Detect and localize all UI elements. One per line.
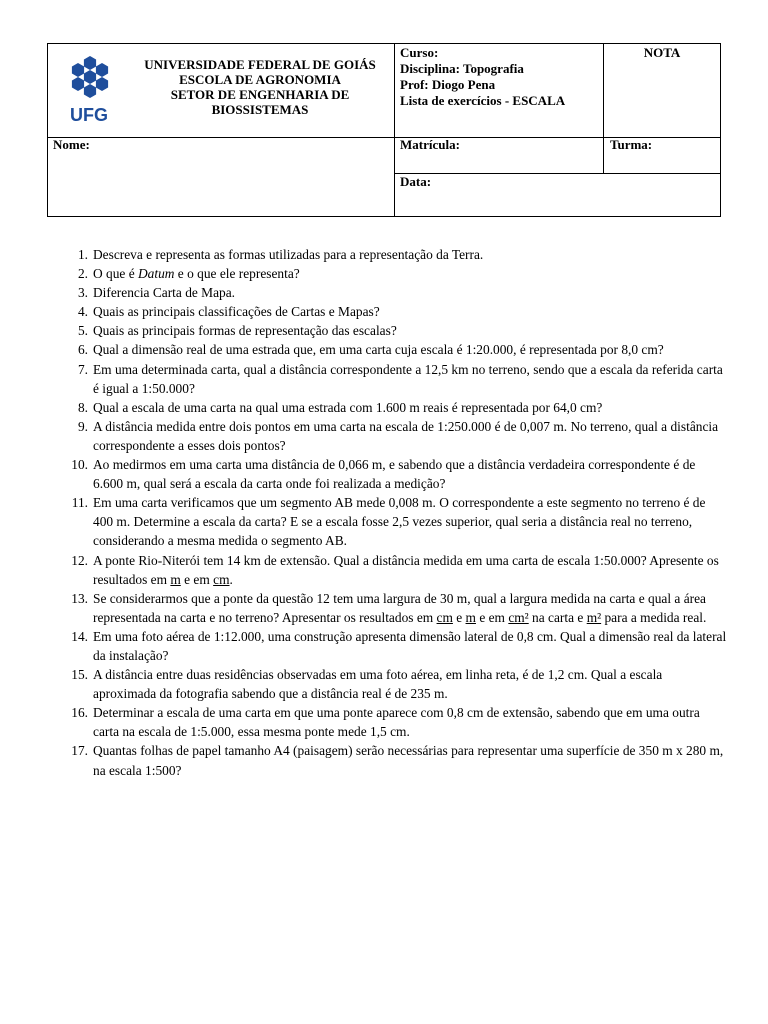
question-text-part: e em	[475, 609, 509, 625]
question-number: 5.	[77, 323, 88, 339]
question-number: 15.	[71, 667, 88, 683]
underlined-unit: m²	[586, 609, 602, 625]
question-text	[93, 419, 718, 453]
ufg-logo-icon	[63, 55, 115, 123]
question-text-part: Qual a escala de uma carta na qual uma estrada com 1.600 m reais é representada por 64,0 cm?	[93, 399, 603, 415]
underlined-unit: cm	[213, 571, 230, 587]
data-cell	[394, 173, 721, 217]
question-text	[93, 342, 664, 357]
question-item	[68, 398, 728, 417]
question-item	[68, 302, 728, 321]
question-text	[93, 247, 483, 262]
question-text	[93, 553, 719, 587]
question-number: 11.	[71, 495, 88, 511]
logo-hexagon	[96, 77, 108, 91]
matricula-label: Matrícula:	[400, 137, 460, 152]
question-text-part: O que é	[93, 266, 138, 282]
question-item	[68, 417, 728, 455]
question-text-part: Quais as principais formas de representação das escalas?	[93, 323, 397, 339]
question-number: 17.	[71, 743, 88, 759]
question-text	[93, 629, 726, 663]
question-text	[93, 457, 695, 491]
question-item	[68, 321, 728, 340]
nome-cell	[47, 137, 395, 217]
question-item	[68, 551, 728, 589]
question-item	[68, 741, 728, 779]
question-number: 9.	[77, 418, 88, 434]
question-item	[68, 360, 728, 398]
question-text-part: Ao medirmos em uma carta uma distância de 0,066 m, e sabendo que a distância verdadeira correspondente é de 6.600 m, qual será a escala da carta onde foi realizada a medição?	[93, 457, 696, 492]
data-label: Data:	[400, 174, 432, 189]
nota-label: NOTA	[643, 45, 681, 60]
question-item	[68, 245, 728, 264]
question-item	[68, 283, 728, 302]
question-text-part: e o que ele representa?	[174, 266, 300, 282]
logo-hexagon	[84, 56, 96, 70]
course-info	[400, 45, 565, 109]
nome-label: Nome:	[53, 137, 90, 152]
question-text	[93, 304, 380, 319]
ufg-logo	[63, 55, 115, 123]
institution-line: UNIVERSIDADE FEDERAL DE GOIÁS	[144, 57, 376, 72]
question-number: 8.	[77, 399, 88, 415]
italic-term: Datum	[138, 266, 175, 282]
question-item	[68, 340, 728, 359]
question-text-part: Em uma foto aérea de 1:12.000, uma construção apresenta dimensão lateral de 0,8 cm. Qual a dimensão real da lateral da instalação?	[93, 628, 727, 663]
question-text	[93, 591, 706, 625]
underlined-unit: m	[170, 571, 181, 587]
question-text	[93, 495, 705, 548]
institution-line: ESCOLA DE AGRONOMIA	[179, 72, 341, 87]
institution-line: SETOR DE ENGENHARIA DE	[170, 87, 350, 102]
question-text-part: Quantas folhas de papel tamanho A4 (paisagem) serão necessárias para representar uma superfície de 350 m x 280 m, na escala 1:500?	[93, 743, 724, 778]
institution-line: BIOSSISTEMAS	[211, 102, 309, 117]
question-item	[68, 493, 728, 550]
question-text	[93, 323, 397, 338]
question-list	[68, 245, 728, 780]
professor-label: Prof: Diogo Pena	[400, 77, 496, 92]
question-text-part: para a medida real.	[601, 609, 707, 625]
logo-hexagon	[72, 77, 84, 91]
question-text-part: Em uma determinada carta, qual a distância correspondente a 12,5 km no terreno, sendo que a escala da referida carta é igual a 1:50.000?	[93, 361, 723, 396]
question-text	[93, 743, 723, 777]
question-number: 7.	[77, 361, 88, 377]
question-number: 13.	[71, 590, 88, 606]
question-text	[93, 400, 602, 415]
question-item	[68, 589, 728, 627]
list-title: Lista de exercícios - ESCALA	[400, 93, 566, 108]
question-text-part: A distância entre duas residências observadas em uma foto aérea, em linha reta, é de 1,2 cm. Qual a escala aproximada da fotografia sabendo que a distância real é de 235 m.	[93, 667, 663, 702]
question-item	[68, 627, 728, 665]
question-text	[93, 362, 723, 396]
logo-text: UFG	[70, 105, 108, 123]
question-item	[68, 455, 728, 493]
question-text-part: .	[229, 571, 233, 587]
question-number: 2.	[77, 266, 88, 282]
question-text-part: Se considerarmos que a ponte da questão 12 tem uma largura de 30 m, qual a largura medida na carta e qual a área representada na carta e no terreno? Apresentar os resultados em	[93, 590, 707, 625]
question-text-part: Em uma carta verificamos que um segmento AB mede 0,008 m. O correspondente a este segmento no terreno é de 400 m. Determine a escala da carta? E se a escala fosse 2,5 vezes superior, qual seria a distância real no terreno, considerando a mesma medida o segmento AB.	[93, 495, 706, 549]
logo-hexagon	[96, 63, 108, 77]
institution-name	[127, 57, 393, 117]
question-text	[93, 285, 235, 300]
question-item	[68, 264, 728, 283]
question-text-part: Qual a dimensão real de uma estrada que, em uma carta cuja escala é 1:20.000, é representada por 8,0 cm?	[93, 342, 664, 358]
question-text	[93, 266, 300, 281]
question-number: 6.	[77, 342, 88, 358]
question-text-part: e em	[180, 571, 214, 587]
question-number: 10.	[71, 457, 88, 473]
question-text	[93, 705, 700, 739]
question-number: 16.	[71, 705, 88, 721]
question-text-part: A ponte Rio-Niterói tem 14 km de extensão. Qual a distância medida em uma carta de escala 1:50.000? Apresente os resultados em	[93, 552, 719, 587]
question-text-part: Quais as principais classificações de Cartas e Mapas?	[93, 304, 380, 320]
question-number: 3.	[77, 285, 88, 301]
question-number: 14.	[71, 628, 88, 644]
discipline-label: Disciplina: Topografia	[400, 61, 524, 76]
underlined-unit: cm	[436, 609, 453, 625]
header-table	[47, 43, 721, 217]
underlined-unit: cm²	[508, 609, 529, 625]
turma-label: Turma:	[610, 137, 653, 152]
question-number: 1.	[77, 247, 88, 262]
logo-hexagon	[84, 84, 96, 98]
logo-hexagon	[84, 70, 96, 84]
question-text-part: na carta e	[528, 609, 587, 625]
question-item	[68, 703, 728, 741]
question-text-part: Diferencia Carta de Mapa.	[93, 285, 236, 301]
question-text	[93, 667, 662, 701]
course-label: Curso:	[400, 45, 439, 60]
question-text-part: e	[452, 609, 466, 625]
question-number: 12.	[71, 552, 88, 568]
question-item	[68, 665, 728, 703]
logo-hexagon	[72, 63, 84, 77]
question-text-part: A distância medida entre dois pontos em uma carta na escala de 1:250.000 é de 0,007 m. No terreno, qual a distância correspondente a esses dois pontos?	[93, 418, 719, 453]
question-text-part: Determinar a escala de uma carta em que uma ponte aparece com 0,8 cm de extensão, sabendo que em uma outra carta na escala de 1:5.000, essa mesma ponte mede 1,5 cm.	[93, 705, 700, 740]
question-number: 4.	[77, 304, 88, 320]
question-text-part: Descreva e representa as formas utilizadas para a representação da Terra.	[93, 247, 484, 262]
underlined-unit: m	[465, 609, 476, 625]
